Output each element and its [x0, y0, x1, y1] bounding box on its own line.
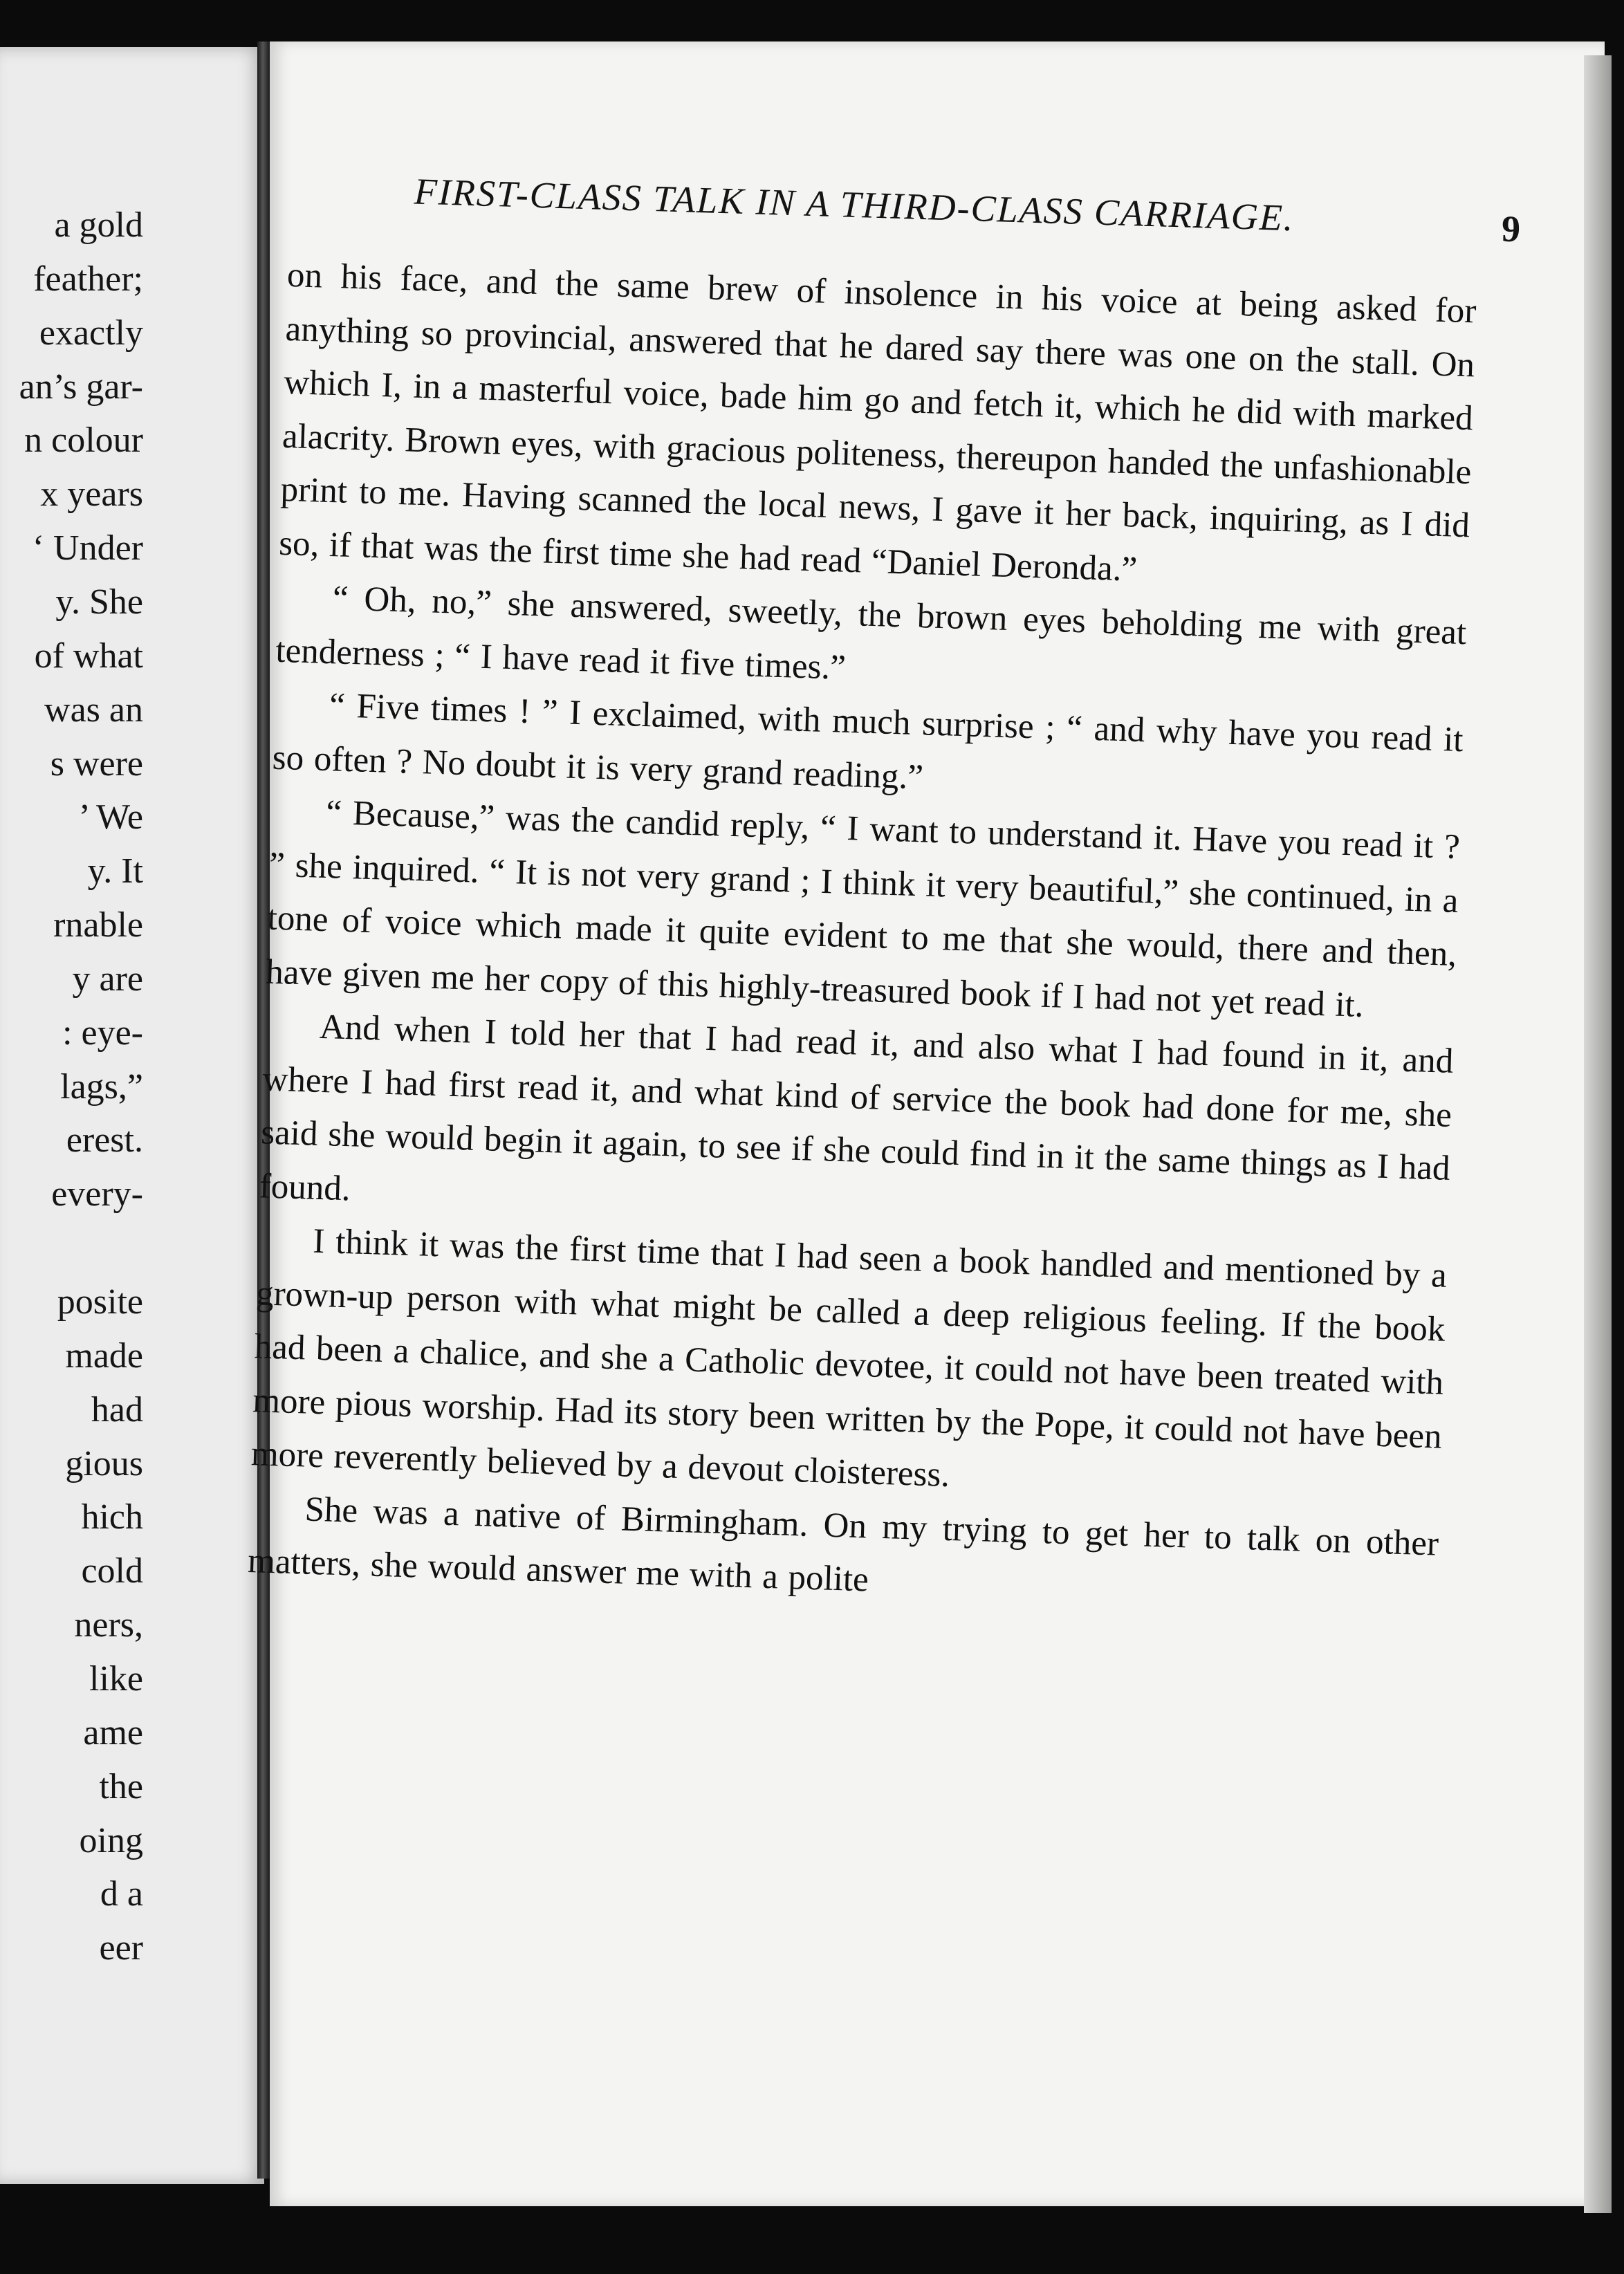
left-page-fragment: hich [81, 1497, 143, 1537]
left-page-fragment: d a [100, 1874, 143, 1914]
paragraph-1: on his face, and the same brew of insolence in his voice at being asked for anything so provincial, answered that he dared say there was one on the stall. On which I, in a masterful voice, bade him go and fetch it, which he did with marked alacrity. Brown eyes, with gracious politeness, thereupon handed the unfashionable print to me. Having scanned the local news, I gave it her back, inquiring, as I did so, if that was the first time she had read “Daniel Deronda.” [278, 255, 1477, 589]
left-page-fragment: : eye- [62, 1013, 143, 1053]
left-page-fragment: y. It [87, 851, 143, 891]
left-page-fragment: rnable [53, 905, 143, 945]
left-page-fragment: of what [34, 636, 143, 676]
paragraph-6: I think it was the first time that I had seen a book handled and mentioned by a grown-up person with what might be called a deep religious feeling. If the book had been a chalice, and she a Catholic devotee, it could not have been treated with more pious worship. Had its story been written by the Pope, it could not have been more reverently believed by a devout cloisteress. [250, 1221, 1448, 1495]
left-page-fragment: y. She [55, 582, 143, 622]
left-page-fragment: every- [51, 1174, 143, 1214]
left-page-fragment: posite [57, 1282, 143, 1322]
left-page-fragment: erest. [66, 1120, 143, 1161]
left-page-fragment: made [65, 1335, 143, 1376]
page-number: 9 [1501, 207, 1521, 250]
left-page-fragment: y are [72, 959, 143, 999]
paragraph-5: And when I told her that I had read it, and also what I had found in it, and where I had first read it, and what kind of service the book had done for me, she said she would begin it again, to see if she could find in it the same things as I had found. [259, 1007, 1455, 1208]
paragraph-7: She was a native of Birmingham. On my trying to get her to talk on other matters, she would answer me with a polite [247, 1490, 1439, 1600]
left-page-fragment: ‘ Under [32, 528, 143, 568]
page-content [247, 166, 1521, 1625]
left-page-fragment: gious [65, 1443, 143, 1483]
left-page-fragment: lags,” [60, 1066, 143, 1107]
left-page-fragment: feather; [33, 259, 143, 299]
paragraph-2: “ Oh, no,” she answered, sweetly, the brown eyes beholding me with great tenderness ; “ I have read it five times.” [275, 579, 1468, 687]
left-page-fragment: a gold [54, 205, 143, 245]
running-head-title: FIRST-CLASS TALK IN A THIRD-CLASS CARRIAGE. [414, 170, 1295, 239]
left-page-fragment: was an [44, 690, 143, 730]
left-page [0, 47, 264, 2184]
left-page-fragment: the [99, 1766, 143, 1806]
left-page-fragment: s were [50, 743, 143, 784]
left-page-fragment: had [91, 1389, 143, 1430]
paragraph-4: “ Because,” was the candid reply, “ I want to understand it. Have you read it ? ” she inquired. “ It is not very grand ; I think it very beautiful,” she continued, in a tone of voice which made it quite evident to me that she would, there and then, have given me her copy of this highly-treasured book if I had not yet read it. [265, 793, 1461, 1025]
left-page-fragment: n colour [24, 420, 143, 461]
left-page-fragment: x years [40, 474, 143, 515]
left-page-fragment: ’ We [78, 797, 143, 838]
left-page-fragment: ners, [74, 1605, 143, 1645]
left-page-fragment: an’s gar- [19, 367, 143, 407]
left-page-fragment: exactly [39, 313, 143, 353]
left-page-fragment: oing [79, 1820, 143, 1860]
left-page-fragment: eer [99, 1928, 143, 1968]
left-page-fragment: cold [81, 1551, 143, 1591]
left-page-fragment: like [89, 1658, 143, 1699]
paragraph-3: “ Five times ! ” I exclaimed, with much surprise ; “ and why have you read it so often ? No doubt it is very grand reading.” [272, 686, 1464, 797]
page-edge [1584, 55, 1612, 2213]
left-page-fragment: ame [83, 1712, 143, 1753]
